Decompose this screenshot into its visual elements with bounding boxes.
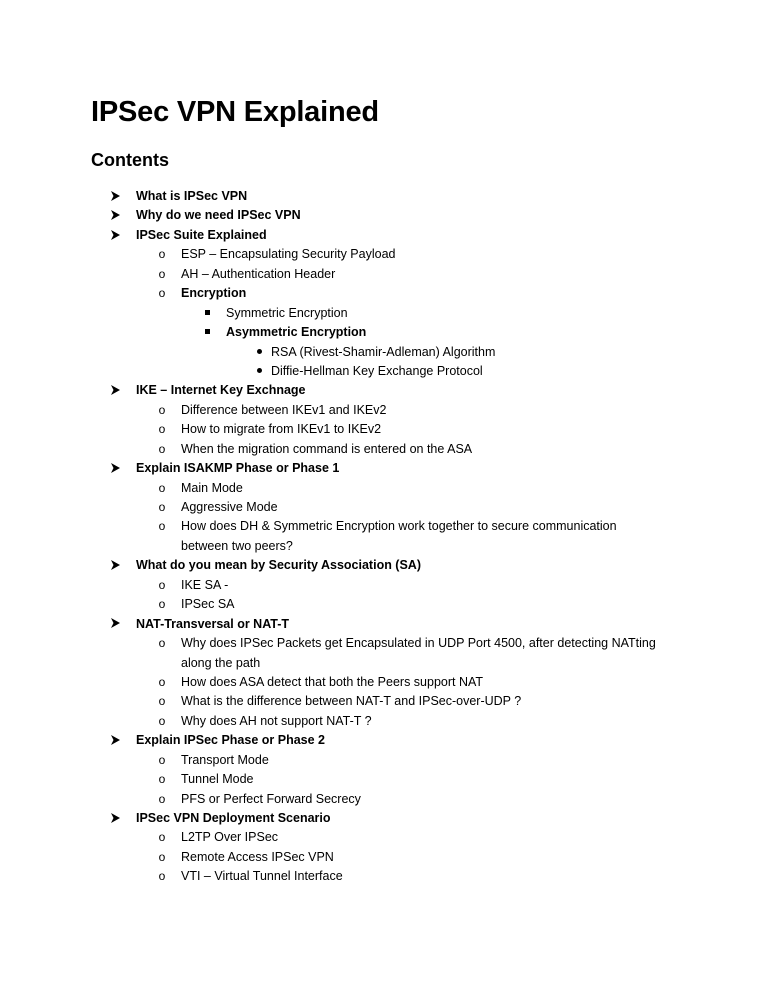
toc-item-text: Symmetric Encryption: [226, 305, 348, 320]
circle-bullet: o: [158, 849, 166, 864]
toc-item-text: Aggressive Mode: [181, 500, 278, 514]
toc-item-level-2: [0, 517, 768, 556]
dot-bullet-icon: [254, 362, 264, 381]
toc-item-text: What do you mean by Security Association (SA): [136, 558, 421, 573]
circle-bullet: o: [158, 869, 166, 884]
circle-bullet: o: [158, 694, 166, 709]
arrow-bullet-icon: [108, 731, 122, 750]
circle-bullet: o: [158, 286, 166, 301]
toc-item-level-3: [0, 304, 768, 323]
toc-item-level-1: [0, 381, 768, 400]
toc-item-text: When the migration command is entered on the ASA: [181, 441, 473, 456]
toc-item-level-2: [0, 867, 768, 886]
arrow-bullet-icon: [108, 556, 122, 575]
toc-item-level-2: [0, 440, 768, 459]
toc-item-text: ESP – Encapsulating Security Payload: [181, 247, 396, 262]
arrow-bullet-icon: [108, 381, 122, 400]
toc-item-text: Explain IPSec Phase or Phase 2: [136, 733, 325, 748]
toc-item-text: IPSec VPN Deployment Scenario: [136, 811, 331, 826]
toc-item-text: Asymmetric Encryption: [226, 325, 367, 340]
toc-item-level-1: [0, 206, 768, 225]
circle-bullet: o: [158, 752, 166, 767]
circle-bullet: o: [158, 402, 166, 417]
arrow-bullet-icon: [108, 615, 122, 634]
circle-bullet: o: [158, 772, 166, 787]
toc-item-text: Explain ISAKMP Phase or Phase 1: [136, 461, 340, 476]
toc-item-text: IPSec Suite Explained: [136, 227, 267, 242]
toc-item-level-4: [0, 362, 768, 381]
toc-item-level-1: [0, 187, 768, 206]
toc-item-level-4: [0, 343, 768, 362]
toc-item-level-1: [0, 226, 768, 245]
toc-item-text: What is IPSec VPN: [136, 189, 248, 203]
toc-item-level-2: [0, 479, 768, 498]
toc-item-text: Transport Mode: [181, 752, 269, 767]
toc-item-level-1: [0, 809, 768, 828]
arrow-bullet-icon: [108, 226, 122, 245]
toc-item-level-1: [0, 731, 768, 750]
arrow-bullet-icon: [108, 206, 122, 225]
circle-bullet: o: [158, 597, 166, 612]
circle-bullet: o: [158, 519, 166, 534]
toc-item-level-1: [0, 615, 768, 634]
toc-item-level-2: [0, 770, 768, 789]
toc-item-level-2: [0, 848, 768, 867]
toc-item-level-2: [0, 265, 768, 284]
toc-item-text: Why does AH not support NAT-T ?: [181, 713, 372, 728]
toc-item-level-2: [0, 595, 768, 614]
toc-item-text: Difference between IKEv1 and IKEv2: [181, 402, 387, 417]
contents-heading: Contents: [91, 150, 169, 170]
toc-item-text: NAT-Transversal or NAT-T: [136, 616, 290, 631]
toc-item-text: How does ASA detect that both the Peers support NAT: [181, 674, 484, 689]
toc-item-text: What is the difference between NAT-T and IPSec-over-UDP ?: [181, 694, 522, 709]
toc-item-text: Diffie-Hellman Key Exchange Protocol: [271, 363, 483, 378]
toc-item-level-2: [0, 692, 768, 711]
circle-bullet: o: [158, 441, 166, 456]
square-bullet-icon: [202, 323, 212, 342]
arrow-bullet-icon: [108, 459, 122, 478]
dot-bullet-icon: [254, 343, 264, 362]
arrow-bullet-icon: [108, 187, 122, 206]
toc-item-text: VTI – Virtual Tunnel Interface: [181, 869, 343, 884]
toc-item-level-2: [0, 420, 768, 439]
toc-item-level-2: [0, 712, 768, 731]
toc-item-text: Why does IPSec Packets get Encapsulated in UDP Port 4500, after detecting NATting along the path: [181, 636, 656, 670]
toc-item-text: IKE SA -: [181, 577, 229, 592]
toc-item-level-2: [0, 828, 768, 847]
toc-item-level-2: [0, 498, 768, 517]
circle-bullet: o: [158, 247, 166, 262]
toc-item-text: Why do we need IPSec VPN: [136, 208, 301, 223]
toc-item-level-1: [0, 459, 768, 478]
toc-item-text: Main Mode: [181, 480, 243, 495]
circle-bullet: o: [158, 674, 166, 689]
toc-item-text: PFS or Perfect Forward Secrecy: [181, 791, 361, 806]
toc-item-level-2: [0, 284, 768, 303]
toc-item-text: Tunnel Mode: [181, 772, 254, 787]
toc-item-level-2: [0, 790, 768, 809]
toc-item-level-3: [0, 323, 768, 342]
circle-bullet: o: [158, 577, 166, 592]
toc-item-text: How to migrate from IKEv1 to IKEv2: [181, 422, 382, 437]
circle-bullet: o: [158, 480, 166, 495]
toc-item-level-1: [0, 556, 768, 575]
toc-item-level-2: [0, 751, 768, 770]
circle-bullet: o: [158, 636, 166, 651]
toc-item-level-2: [0, 401, 768, 420]
square-bullet-icon: [202, 304, 212, 323]
toc-item-text: Remote Access IPSec VPN: [181, 849, 334, 864]
toc-item-level-2: [0, 245, 768, 264]
table-of-contents: [0, 187, 768, 887]
toc-item-level-2: [0, 634, 768, 673]
circle-bullet: o: [158, 830, 166, 845]
toc-item-level-2: [0, 673, 768, 692]
toc-item-text: L2TP Over IPSec: [181, 830, 279, 845]
toc-item-text: IPSec SA: [181, 597, 235, 612]
circle-bullet: o: [158, 791, 166, 806]
toc-item-text: How does DH & Symmetric Encryption work together to secure communication between two peers?: [181, 519, 617, 553]
circle-bullet: o: [158, 422, 166, 437]
circle-bullet: o: [158, 713, 166, 728]
document-title: IPSec VPN Explained: [91, 96, 379, 128]
toc-item-text: IKE – Internet Key Exchnage: [136, 383, 306, 398]
toc-item-text: Encryption: [181, 286, 247, 301]
circle-bullet: o: [158, 266, 166, 281]
circle-bullet: o: [158, 500, 166, 514]
toc-item-text: AH – Authentication Header: [181, 266, 336, 281]
toc-item-text: RSA (Rivest-Shamir-Adleman) Algorithm: [271, 344, 496, 359]
arrow-bullet-icon: [108, 809, 122, 828]
toc-item-level-2: [0, 576, 768, 595]
